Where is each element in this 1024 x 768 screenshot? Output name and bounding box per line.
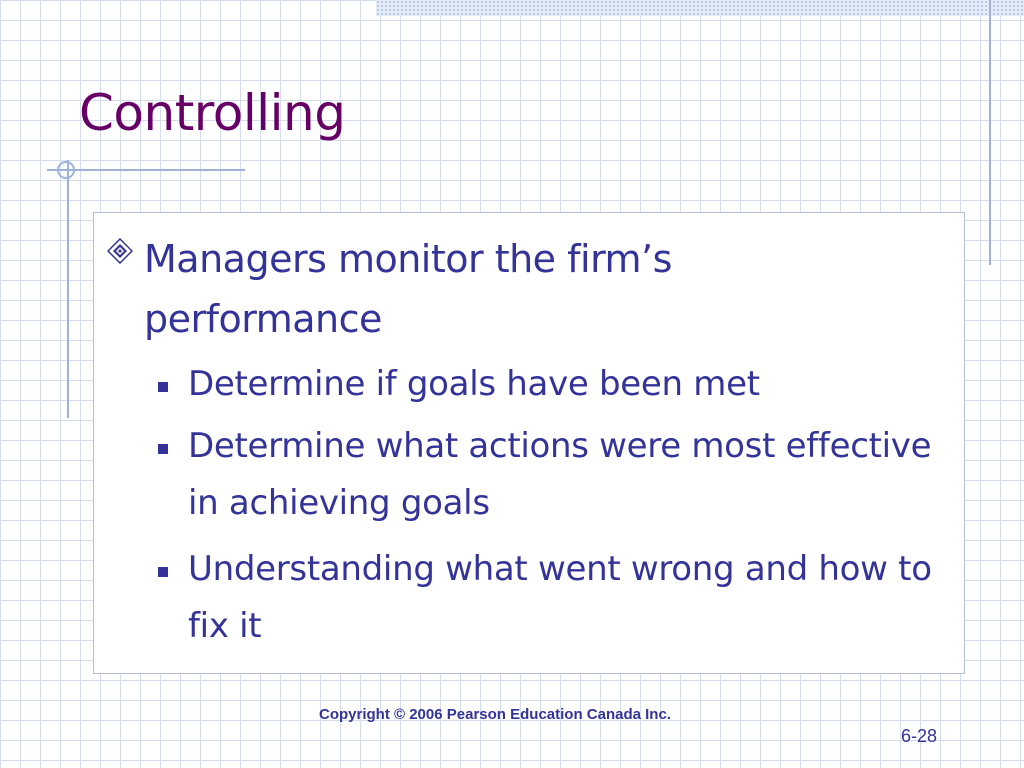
sub-bullet-text: Understanding what went wrong and how to fix it bbox=[188, 549, 932, 646]
title-underline bbox=[47, 169, 245, 171]
sub-bullet-text: Determine if goals have been met bbox=[188, 364, 760, 404]
right-decorative-line bbox=[989, 0, 991, 265]
page-number: 6-28 bbox=[900, 726, 937, 746]
diamond-bullet-icon bbox=[107, 238, 133, 264]
bullet-level1-text: Managers monitor the firm’s performance bbox=[144, 237, 672, 341]
square-bullet-icon bbox=[158, 382, 168, 392]
top-decorative-band bbox=[376, 0, 1024, 16]
square-bullet-icon bbox=[158, 567, 168, 577]
title-circle-ornament bbox=[57, 161, 75, 179]
left-decorative-line bbox=[67, 160, 69, 418]
square-bullet-icon bbox=[158, 444, 168, 454]
sub-bullet-text: Determine what actions were most effective in achieving goals bbox=[188, 426, 932, 523]
copyright-footer: Copyright © 2006 Pearson Education Canada Inc. bbox=[319, 706, 671, 723]
content-box bbox=[93, 212, 965, 674]
slide-title: Controlling bbox=[79, 84, 346, 142]
